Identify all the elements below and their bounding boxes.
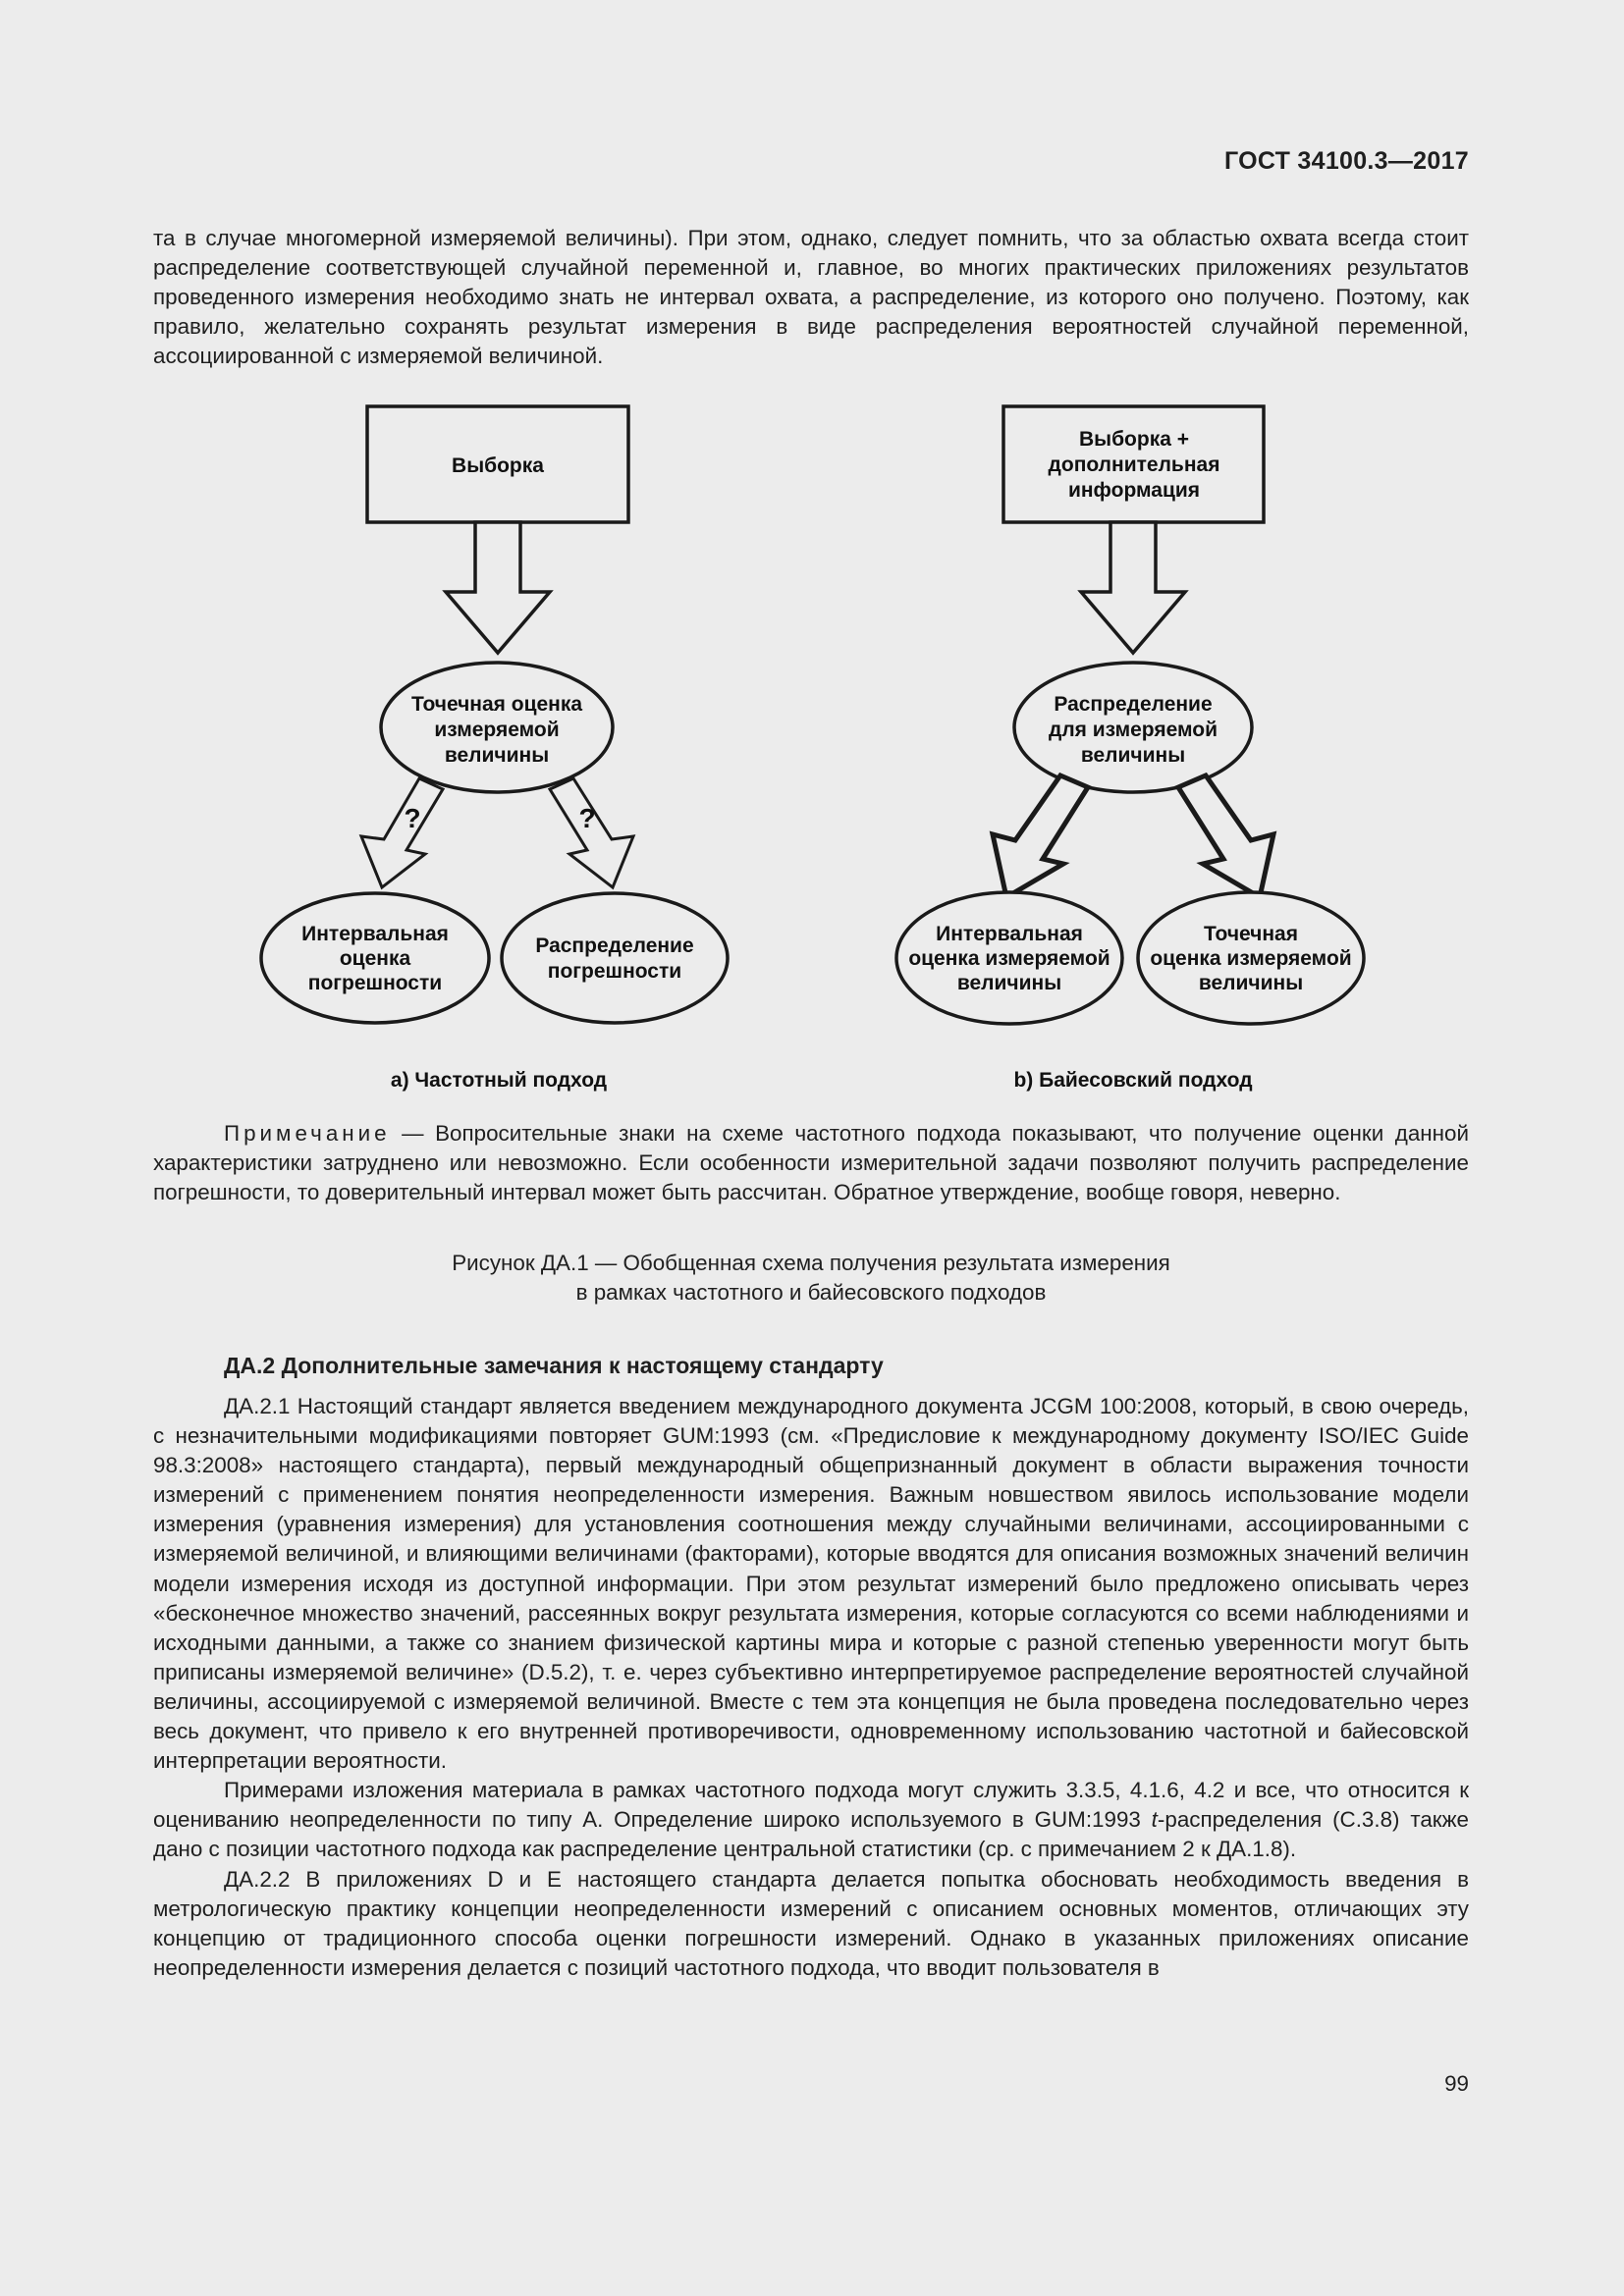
note-text: — Вопросительные знаки на схеме частотного подхода показывают, что получение оценки данной характеристики затруднено или невозможно. Если особенности измерительной задачи позволяют получить распределение погрешности, то доверительный интервал может быть рассчитан. Обратное утверждение, вообще говоря, неверно.: [153, 1121, 1469, 1205]
p2-italic-t: t: [1151, 1807, 1158, 1833]
point-measurand-line1: Точечная: [1204, 923, 1298, 945]
point-estimate-line2: измеряемой: [434, 719, 560, 741]
down-arrow-right: [1081, 522, 1185, 653]
question-mark-left: ?: [404, 803, 421, 833]
bayesian-caption: b) Байесовский подход: [1013, 1069, 1253, 1092]
interval-measurand-line1: Интервальная: [936, 923, 1083, 945]
measurand-distribution-line2: для измеряемой: [1049, 719, 1218, 741]
interval-measurand-line2: оценка измеряемой: [908, 947, 1110, 970]
note-paragraph: [153, 1119, 1469, 1207]
figure-caption: [153, 1249, 1469, 1308]
body-text-block: [153, 1392, 1469, 1983]
error-distribution-line2: погрешности: [547, 960, 682, 983]
paragraph-frequentist-examples: [153, 1776, 1469, 1864]
p2-text-before: Примерами изложения материала в рамках частотного подхода могут служить 3.3.5, 4.1.6, 4.2 и все, что относится к оцениванию неопределенности по типу А. Определение широко используемого в GUM:1993: [153, 1778, 1469, 1833]
figure-caption-line1: Рисунок ДА.1 — Обобщенная схема получения результата измерения: [452, 1251, 1170, 1275]
point-estimate-line3: величины: [444, 744, 550, 767]
bold-arrow-right-down-right: [1178, 775, 1273, 897]
section-title: ДА.2 Дополнительные замечания к настоящему стандарту: [224, 1353, 884, 1378]
frequentist-caption: а) Частотный подход: [390, 1069, 608, 1092]
sample-plus-info-line2: дополнительная: [1048, 454, 1220, 476]
p2-text-after: -распределения (С.3.8) также дано с позиции частотного подхода как распределение центральной статистики (ср. с примечанием 2 к ДА.1.8).: [153, 1807, 1469, 1862]
interval-estimate-line1: Интервальная: [301, 923, 449, 945]
sample-box-label: Выборка: [452, 454, 544, 477]
sample-plus-info-line3: информация: [1067, 479, 1201, 502]
measurand-distribution-line3: величины: [1080, 744, 1186, 767]
intro-paragraph: та в случае многомерной измеряемой величины). При этом, однако, следует помнить, что за областью охвата всегда стоит распределение соответствующей случайной переменной и, главное, во многих практических приложениях результатов проведенного измерения необходимо знать не интервал охвата, а распределение, из которого оно получено. Поэтому, как правило, желательно сохранять результат измерения в виде распределения вероятностей случайной переменной, ассоциированной с измеряемой величиной.: [153, 226, 1469, 369]
diag-arrow-left-down-left: [361, 778, 443, 887]
down-arrow-left: [446, 522, 550, 653]
interval-estimate-line3: погрешности: [307, 972, 443, 994]
frequentist-diagram: [261, 406, 728, 1092]
sample-plus-info-line1: Выборка +: [1078, 428, 1190, 451]
bold-arrow-right-down-left: [993, 775, 1088, 897]
document-code-header: ГОСТ 34100.3—2017: [1223, 147, 1469, 175]
interval-estimate-line2: оценка: [339, 947, 411, 970]
interval-measurand-line3: величины: [956, 972, 1062, 994]
figure-caption-line2: в рамках частотного и байесовского подходов: [575, 1280, 1047, 1305]
note-label: Примечание: [224, 1121, 391, 1146]
paragraph-da-2-2: ДА.2.2 В приложениях D и E настоящего стандарта делается попытка обосновать необходимость введения в метрологическую практику концепции неопределенности измерений с описанием основных моментов, отличающих эту концепцию от традиционного способа оценки погрешности измерений. Однако в указанных приложениях описание неопределенности измерения делается с позиций частотного подхода, что вводит пользователя в: [153, 1866, 1469, 1980]
error-distribution-line1: Распределение: [535, 934, 694, 957]
paragraph-da-2-1: ДА.2.1 Настоящий стандарт является введением международного документа JCGM 100:2008, который, в свою очередь, с незначительными модификациями повторяет GUM:1993 (см. «Предисловие к международному документу ISO/IEC Guide 98.3:2008» настоящего стандарта), первый международный общепризнанный документ в области выражения точности измерений с применением понятия неопределенности измерения. Важным новшеством явилось использование модели измерения (уравнения измерения) для установления соотношения между случайными величинами, ассоциированными с измеряемой величиной, и влияющими величинами (факторами), которые вводятся для описания возможных значений величин модели измерения исходя из доступной информации. При этом результат измерений было предложено описывать через «бесконечное множество значений, рассеянных вокруг результата измерения, которые согласуются со всеми наблюдениями и исходными данными, а также со знанием физической картины мира и которые с разной степенью уверенности могут быть приписаны измеряемой величине» (D.5.2), т. е. через субъективно интерпретируемое распределение вероятностей случайной величины, ассоциируемой с измеряемой величиной. Вместе с тем эта концепция не была проведена последовательно через весь документ, что привело к его внутренней противоречивости, одновременному использованию частотной и байесовской интерпретации вероятности.: [153, 1394, 1469, 1774]
approaches-diagram: [0, 0, 1624, 1109]
measurand-distribution-line1: Распределение: [1054, 693, 1213, 716]
note-block: [153, 1119, 1469, 1207]
question-mark-right: ?: [578, 803, 596, 833]
page-number: 99: [1444, 2071, 1469, 2096]
point-measurand-line3: величины: [1198, 972, 1304, 994]
error-distribution-ellipse: [502, 893, 728, 1023]
point-estimate-line1: Точечная оценка: [410, 693, 583, 716]
bayesian-diagram: [896, 406, 1364, 1092]
point-measurand-line2: оценка измеряемой: [1150, 947, 1352, 970]
